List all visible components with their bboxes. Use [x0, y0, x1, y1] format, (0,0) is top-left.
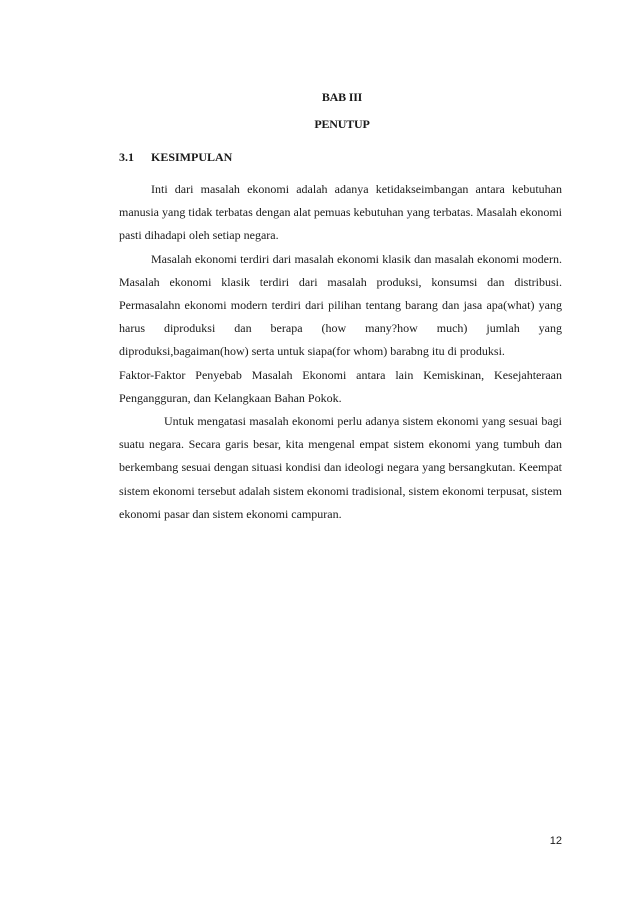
- chapter-title: PENUTUP: [314, 117, 370, 131]
- section-number: 3.1: [119, 150, 134, 164]
- paragraph-4: Untuk mengatasi masalah ekonomi perlu adanya sistem ekonomi yang sesuai bagi suatu negara. Secara garis besar, kita mengenal empat sistem ekonomi yang tumbuh dan berkembang sesuai dengan situasi kondisi dan ideologi negara yang bersangkutan. Keempat sistem ekonomi tersebut adalah sistem ekonomi tradisional, sistem ekonomi terpusat, sistem ekonomi pasar dan sistem ekonomi campuran.: [119, 414, 562, 521]
- chapter-label: BAB III: [321, 90, 363, 104]
- page-number: 12: [549, 835, 562, 847]
- paragraph-1: Inti dari masalah ekonomi adalah adanya ketidakseimbangan antara kebutuhan manusia yang tidak terbatas dengan alat pemuas kebutuhan yang terbatas. Masalah ekonomi pasti dihadapi oleh setiap negara.: [119, 182, 562, 243]
- section-title: KESIMPULAN: [151, 150, 233, 164]
- body-text: [119, 178, 562, 526]
- section-heading: [119, 150, 232, 165]
- paragraph-2: Masalah ekonomi terdiri dari masalah ekonomi klasik dan masalah ekonomi modern. Masalah ekonomi klasik terdiri dari masalah produksi, konsumsi dan distribusi. Permasalahn ekonomi modern terdiri dari pilihan tentang barang dan jasa apa(what) yang harus diproduksi dan berapa (how many?how much) jumlah yang diproduksi,bagaiman(how) serta untuk siapa(for whom) barabng itu di produksi.: [119, 251, 562, 359]
- paragraph-3: Faktor-Faktor Penyebab Masalah Ekonomi antara lain Kemiskinan, Kesejahteraan Pengangguran, dan Kelangkaan Bahan Pokok.: [119, 367, 562, 405]
